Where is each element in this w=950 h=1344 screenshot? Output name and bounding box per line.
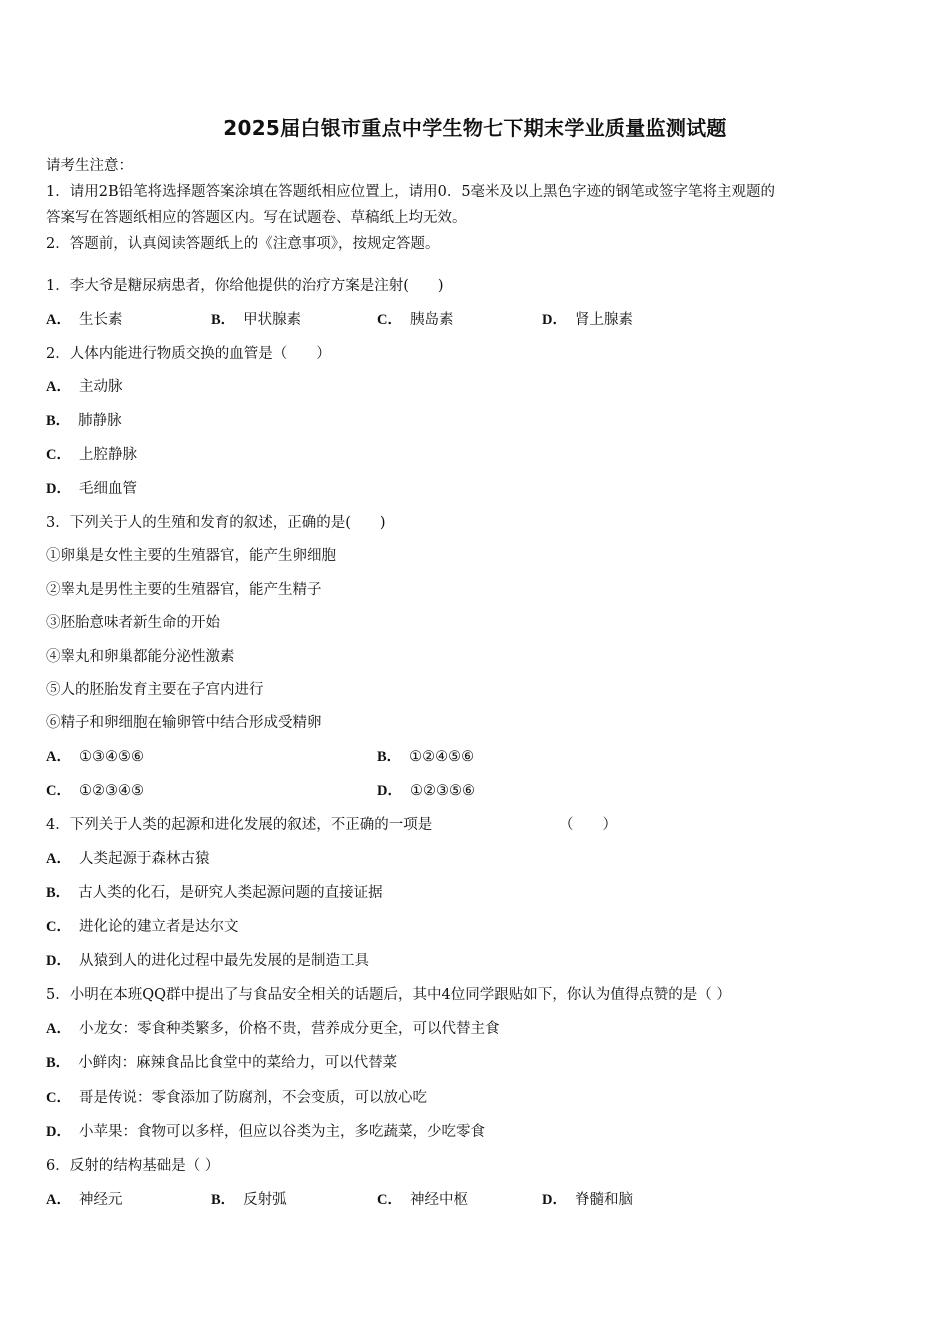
question-6-stem: 6．反射的结构基础是（ ） xyxy=(46,1158,220,1174)
question-2-stem: 2．人体内能进行物质交换的血管是（ ） xyxy=(46,346,331,362)
question-2-option-b: B． 肺静脉 xyxy=(46,413,122,429)
question-6-options xyxy=(46,1190,906,1210)
question-3-options-row-2 xyxy=(46,781,906,801)
option-a: A． 生长素 xyxy=(46,312,123,328)
question-3-statement: ②睾丸是男性主要的生殖器官，能产生精子 xyxy=(46,582,322,598)
option-b: B． 反射弧 xyxy=(211,1192,287,1208)
notice-line-3: 2．答题前，认真阅读答题纸上的《注意事项》，按规定答题。 xyxy=(46,236,440,252)
question-2-option-c: C． 上腔静脉 xyxy=(46,447,137,463)
question-5-option-d: D． 小苹果：食物可以多样，但应以谷类为主，多吃蔬菜，少吃零食 xyxy=(46,1124,485,1140)
question-3-statement: ①卵巢是女性主要的生殖器官，能产生卵细胞 xyxy=(46,548,336,564)
question-5-option-b: B． 小鲜肉：麻辣食品比食堂中的菜给力，可以代替菜 xyxy=(46,1055,398,1071)
option-a: A． ①③④⑤⑥ xyxy=(46,749,144,765)
notice-line-2: 答案写在答题纸相应的答题区内。写在试题卷、草稿纸上均无效。 xyxy=(46,210,467,226)
option-c: C． ①②③④⑤ xyxy=(46,783,144,799)
option-d: D． 肾上腺素 xyxy=(542,312,633,328)
question-4-option-b: B． 古人类的化石，是研究人类起源问题的直接证据 xyxy=(46,885,383,901)
option-c: C． 胰岛素 xyxy=(377,312,454,328)
question-1-stem: 1．李大爷是糖尿病患者，你给他提供的治疗方案是注射( ) xyxy=(46,278,444,294)
question-3-statement: ⑤人的胚胎发育主要在子宫内进行 xyxy=(46,682,264,698)
notice-line-1: 1．请用2B铅笔将选择题答案涂填在答题纸相应位置上，请用0．5毫米及以上黑色字迹的钢笔或签字笔将主观题的 xyxy=(46,184,776,200)
option-d: D． 脊髓和脑 xyxy=(542,1192,633,1208)
question-3-stem: 3．下列关于人的生殖和发育的叙述，正确的是( ) xyxy=(46,515,386,531)
option-c: C． 神经中枢 xyxy=(377,1192,468,1208)
option-b: B． 甲状腺素 xyxy=(211,312,302,328)
question-3-statement: ⑥精子和卵细胞在输卵管中结合形成受精卵 xyxy=(46,715,322,731)
answer-paren: （ ） xyxy=(559,817,617,833)
question-4-stem-row xyxy=(46,815,906,835)
question-4-option-a: A． 人类起源于森林古猿 xyxy=(46,851,210,867)
option-a: A． 神经元 xyxy=(46,1192,123,1208)
notice-heading: 请考生注意： xyxy=(46,158,133,174)
option-d: D． ①②③⑤⑥ xyxy=(377,783,475,799)
question-3-statement: ③胚胎意味者新生命的开始 xyxy=(46,615,220,631)
question-2-option-a: A． 主动脉 xyxy=(46,379,123,395)
question-5-stem: 5．小明在本班QQ群中提出了与食品安全相关的话题后，其中4位同学跟贴如下，你认为值得点赞的是（ ） xyxy=(46,987,731,1003)
question-5-option-a: A． 小龙女：零食种类繁多，价格不贵，营养成分更全，可以代替主食 xyxy=(46,1021,500,1037)
question-3-statement: ④睾丸和卵巢都能分泌性激素 xyxy=(46,649,235,665)
exam-title: 2025届白银市重点中学生物七下期末学业质量监测试题 xyxy=(223,116,727,140)
notice-section xyxy=(46,153,906,257)
question-5-option-c: C． 哥是传说：零食添加了防腐剂，不会变质，可以放心吃 xyxy=(46,1090,427,1106)
option-b: B． ①②④⑤⑥ xyxy=(377,749,475,765)
question-4-option-c: C． 进化论的建立者是达尔文 xyxy=(46,919,239,935)
question-3-options-row-1 xyxy=(46,747,906,767)
question-4-stem: 4．下列关于人类的起源和进化发展的叙述，不正确的一项是 xyxy=(46,817,433,833)
question-4-option-d: D． 从猿到人的进化过程中最先发展的是制造工具 xyxy=(46,953,369,969)
question-1-options xyxy=(46,310,906,330)
question-2-option-d: D． 毛细血管 xyxy=(46,481,137,497)
